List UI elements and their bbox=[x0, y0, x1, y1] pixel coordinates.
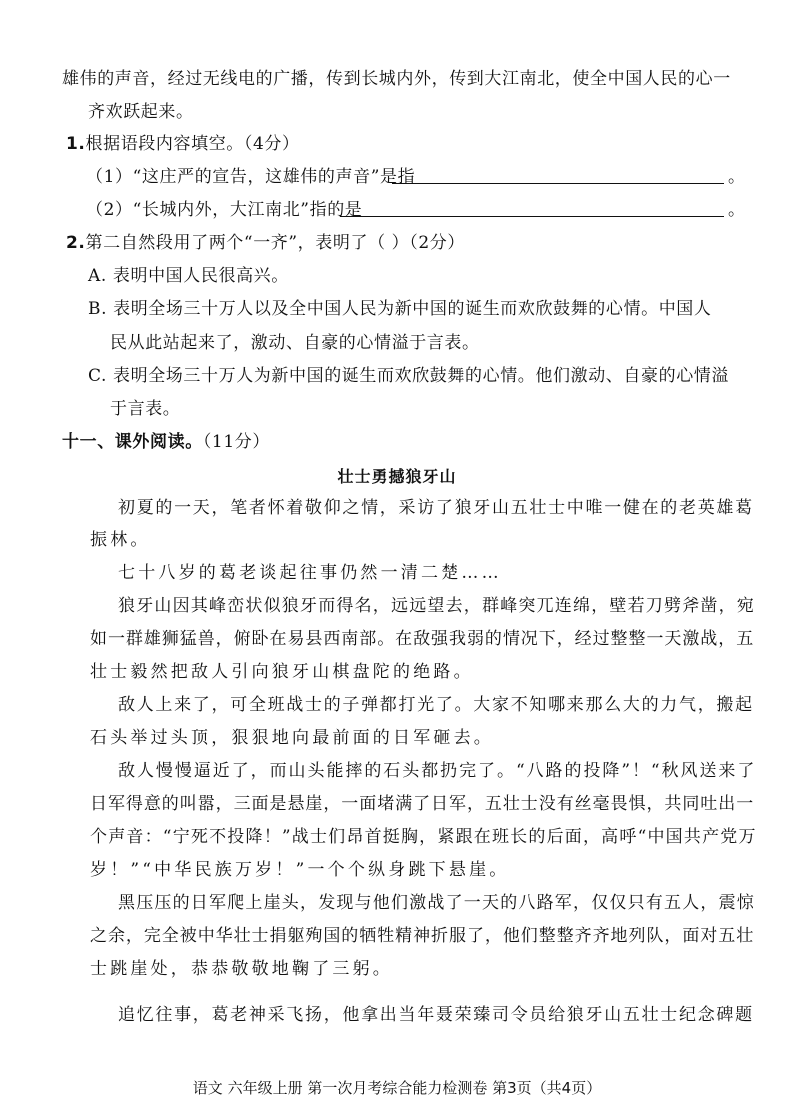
article-line: 士跳崖处，恭恭敬敬地鞠了三躬。 bbox=[90, 959, 393, 979]
option-a[interactable]: A. 表明中国人民很高兴。 bbox=[88, 266, 289, 286]
option-c-cont: 于言表。 bbox=[110, 399, 181, 419]
question-number: 1. bbox=[66, 134, 86, 154]
article-line: 敌人慢慢逼近了，而山头能摔的石头都扔完了。“八路的投降”！“秋风送来了 bbox=[118, 761, 757, 781]
section-title: 十一、课外阅读。 bbox=[62, 432, 203, 452]
article-line: 日军得意的叫嚣，三面是悬崖，一面堵满了日军，五壮士没有丝毫畏惧，共同吐出一 bbox=[90, 794, 755, 814]
question-text: 根据语段内容填空。（4分） bbox=[85, 134, 300, 154]
article-title: 壮士勇撼狼牙山 bbox=[337, 467, 457, 486]
article-line: 狼牙山因其峰峦状似狼牙而得名，远远望去，群峰突兀连绵，壁若刀劈斧凿，宛 bbox=[118, 596, 755, 616]
article-line: 黑压压的日军爬上崖头，发现与他们激战了一天的八路军，仅仅只有五人，震惊 bbox=[118, 893, 755, 913]
article-line: 敌人上来了，可全班战士的子弹都打光了。大家不知哪来那么大的力气，搬起 bbox=[118, 695, 754, 715]
article-line: 如一群雄狮猛兽，俯卧在易县西南部。在敌强我弱的情况下，经过整整一天激战，五 bbox=[90, 629, 755, 649]
question-2 bbox=[66, 232, 465, 254]
article-line: 个声音：“宁死不投降！”战士们昂首挺胸，紧跟在班长的后面，高呼“中国共产党万 bbox=[90, 827, 757, 847]
end-mark: 。 bbox=[728, 167, 746, 187]
answer-blank[interactable] bbox=[340, 216, 724, 217]
answer-blank[interactable] bbox=[392, 183, 724, 184]
article-line: 七十八岁的葛老谈起往事仍然一清二楚…… bbox=[118, 563, 502, 583]
passage-line: 齐欢跃起来。 bbox=[88, 102, 194, 122]
article-line: 振林。 bbox=[90, 530, 151, 550]
article-line: 岁！”“中华民族万岁！”一个个纵身跳下悬崖。 bbox=[90, 860, 510, 880]
article-line: 之余，完全被中华壮士捐躯殉国的牺牲精神折服了，他们整整齐齐地列队，面对五壮 bbox=[90, 926, 755, 946]
question-text: 第二自然段用了两个“一齐”，表明了（ ）（2分） bbox=[85, 233, 466, 253]
section-score: （11分） bbox=[202, 432, 270, 452]
article-line: 初夏的一天，笔者怀着敬仰之情，采访了狼牙山五壮士中唯一健在的老英雄葛 bbox=[118, 498, 754, 518]
question-1-sub-2: （2）“长城内外，大江南北”指的是 bbox=[86, 200, 363, 220]
option-b[interactable]: B. 表明全场三十万人以及全中国人民为新中国的诞生而欢欣鼓舞的心情。中国人 bbox=[88, 299, 712, 319]
article-line: 壮士毅然把敌人引向狼牙山棋盘陀的绝路。 bbox=[90, 662, 474, 682]
question-1-sub-1: （1）“这庄严的宣告，这雄伟的声音”是指 bbox=[86, 167, 416, 187]
question-number: 2. bbox=[66, 233, 86, 253]
article-line: 追忆往事，葛老神采飞扬，他拿出当年聂荣臻司令员给狼牙山五壮士纪念碑题 bbox=[118, 1005, 754, 1025]
option-c[interactable]: C. 表明全场三十万人为新中国的诞生而欢欣鼓舞的心情。他们激动、自豪的心情溢 bbox=[88, 366, 730, 386]
option-b-cont: 民从此站起来了，激动、自豪的心情溢于言表。 bbox=[110, 333, 480, 353]
question-1 bbox=[66, 133, 300, 155]
section-11-heading bbox=[62, 431, 270, 453]
article-line: 石头举过头顶，狠狠地向最前面的日军砸去。 bbox=[90, 728, 494, 748]
page-footer: 语文 六年级上册 第一次月考综合能力检测卷 第3页（共4页） bbox=[192, 1079, 602, 1097]
end-mark: 。 bbox=[728, 200, 746, 220]
passage-line: 雄伟的声音，经过无线电的广播，传到长城内外，传到大江南北，使全中国人民的心一 bbox=[62, 69, 731, 89]
